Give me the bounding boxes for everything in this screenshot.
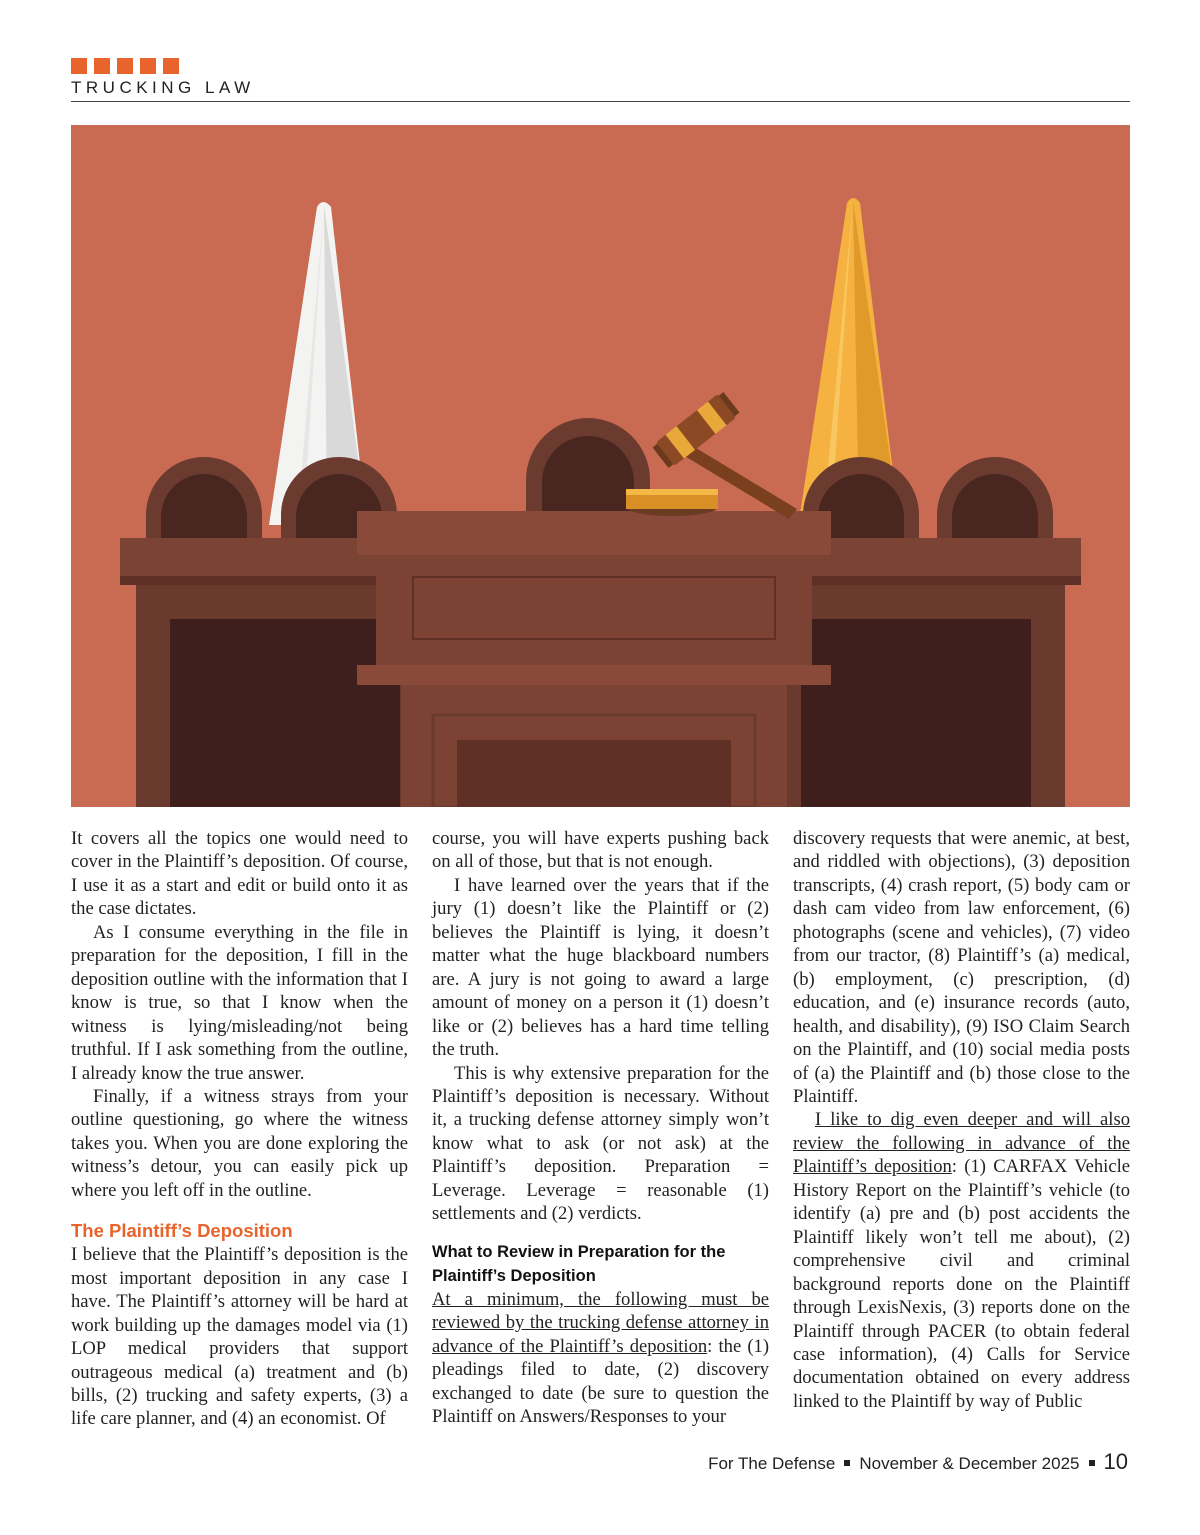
paragraph: course, you will have experts pushing back on all of those, but that is not enough.: [432, 828, 769, 873]
paragraph: I have learned over the years that if the jury (1) doesn’t like the Plaintiff or (2) believes the Plaintiff is lying, it doesn’t matter what the huge blackboard numbers are. A jury is not going to award a large amount of money on a person it (1) doesn’t like or (2) believes has a hard time telling the truth.: [432, 874, 769, 1061]
paragraph: Finally, if a witness strays from your outline questioning, go where the witness takes you. When you are done exploring the witness’s detour, you can easily pick up where you left off in the outline.: [71, 1085, 408, 1201]
courtroom-gavel-illustration: [71, 125, 1130, 807]
paragraph: As I consume everything in the file in preparation for the deposition, I fill in the deposition outline with the information that I know is true, so that I know when the witness is lying/misleading/not being truthful. If I ask something from the outline, I already know the true answer.: [71, 921, 408, 1084]
paragraph: [432, 1288, 769, 1429]
section-accent-squares: [71, 58, 179, 74]
paragraph: It covers all the topics one would need to cover in the Plaintiff’s deposition. Of course, I use it as a start and edit or build onto it as the case dictates.: [71, 828, 408, 920]
section-label: TRUCKING LAW: [71, 78, 255, 97]
subsection-heading: What to Review in Preparation for the Plaintiff’s Deposition: [432, 1242, 726, 1285]
paragraph: I believe that the Plaintiff’s deposition is the most important deposition in any case I have. The Plaintiff’s attorney will be hard at work building up the damages model via (1) LOP medical providers that support outrageous medical (a) treatment and (b) bills, (2) trucking and safety experts, (3) a life care planner, and (4) an economist. Of: [71, 1244, 408, 1430]
accent-square: [163, 58, 179, 74]
page-number: 10: [1103, 1449, 1128, 1474]
article-column-3: [793, 827, 1130, 1413]
underlined-text: At a minimum, the following must be reviewed by the trucking defense attorney in advance of the Plaintiff’s deposition: [432, 1288, 769, 1357]
underlined-text: I like to dig even deeper and will also review the following in advance of the Plaintiff’s deposition: [793, 1109, 1130, 1178]
bullet-separator: [1089, 1460, 1095, 1466]
paragraph: [793, 1108, 1130, 1413]
paragraph-text: : (1) CARFAX Vehicle History Report on the Plaintiff’s vehicle (to identify (a) pre and (b) post accidents the Plaintiff likely won’t tell me about), (2) comprehensive civil and criminal background reports done on the Plaintiff through LexisNexis, (3) reports done on the Plaintiff through PACER (to obtain federal case information), (4) Calls for Service documentation obtained on every address linked to the Plaintiff by way of Public: [793, 1156, 1130, 1412]
paragraph: This is why extensive preparation for the Plaintiff’s deposition is necessary. Without it, a trucking defense attorney simply won’t know what to ask (or not ask) at the Plaintiff’s deposition. Preparation = Leverage. Leverage = reasonable (1) settlements and (2) verdicts.: [432, 1062, 769, 1225]
article-column-2: [432, 827, 769, 1428]
paragraph: discovery requests that were anemic, at best, and riddled with objections), (3) deposition transcripts, (4) crash report, (5) body cam or dash cam video from law enforcement, (6) photographs (scene and vehicles), (7) video from our tractor, (8) Plaintiff’s (a) medical, (b) employment, (c) prescription, (d) education, and (e) insurance records (auto, health, and disability), (9) ISO Claim Search on the Plaintiff, and (10) social media posts of (a) the Plaintiff and (b) those close to the Plaintiff.: [793, 828, 1130, 1107]
accent-square: [140, 58, 156, 74]
bullet-separator: [844, 1460, 850, 1466]
paragraph-text: : the (1) pleadings filed to date, (2) discovery exchanged to date (be sure to question the Plaintiff on Answers/Responses to your: [432, 1335, 770, 1427]
header-divider: [71, 101, 1130, 102]
accent-square: [94, 58, 110, 74]
section-heading: The Plaintiff’s Deposition: [71, 1220, 293, 1242]
article-column-1: [71, 827, 408, 1431]
page-footer: [708, 1449, 1128, 1475]
issue-date: November & December 2025: [859, 1454, 1080, 1473]
accent-square: [71, 58, 87, 74]
publication-name: For The Defense: [708, 1454, 836, 1473]
accent-square: [117, 58, 133, 74]
